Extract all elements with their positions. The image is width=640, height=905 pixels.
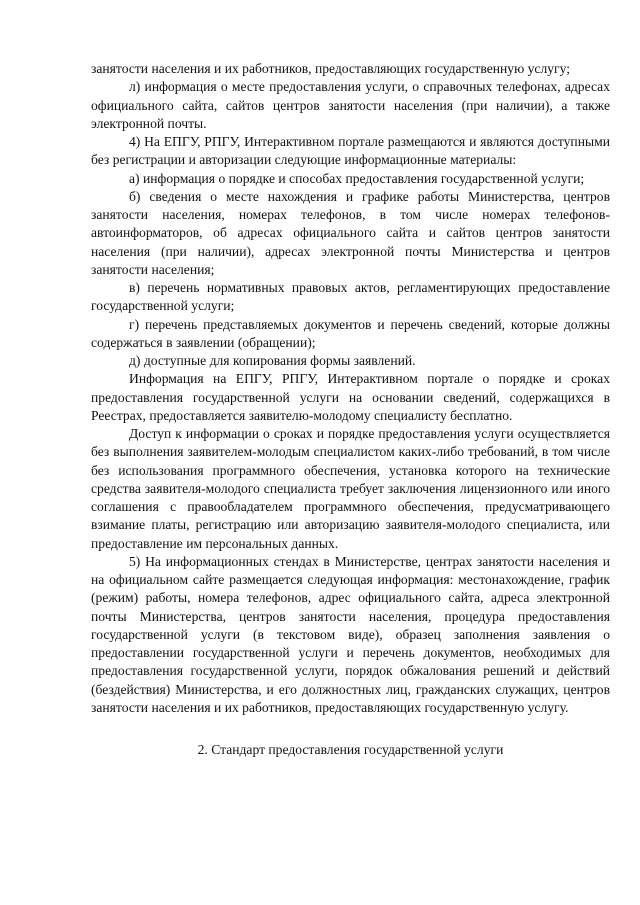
paragraph-8: д) доступные для копирования формы заявлений. — [129, 353, 416, 368]
paragraph-6: в) перечень нормативных правовых актов, регламентирующих предоставление государственной услуги; — [91, 280, 610, 314]
paragraph-5: б) сведения о месте нахождения и графике работы Министерства, центров занятости населения, номерах телефонов, в том числе номерах телефонов-автоинформаторов, об адресах официального сайта и сайтов центров занятости населения (при наличии), адресах электронной почты Министерства и центров занятости населения; — [91, 188, 610, 277]
paragraph-2: л) информация о месте предоставления услуги, о справочных телефонах, адресах официального сайта, сайтов центров занятости населения (при наличии), а также электронной почты. — [91, 79, 610, 131]
paragraph-3: 4) На ЕПГУ, РПГУ, Интерактивном портале размещаются и являются доступными без регистрации и авторизации следующие информационные материалы: — [91, 134, 610, 168]
paragraph-7: г) перечень представляемых документов и перечень сведений, которые должны содержаться в заявлении (обращении); — [91, 316, 610, 350]
section-heading: 2. Стандарт предоставления государственной услуги — [197, 742, 504, 757]
paragraph-1: занятости населения и их работников, предоставляющих государственную услугу; — [91, 61, 571, 76]
paragraph-4: а) информация о порядке и способах предоставления государственной услуги; — [129, 170, 585, 186]
paragraph-11: 5) На информационных стендах в Министерстве, центрах занятости населения и на официальном сайте размещается следующая информация: местонахождение, график (режим) работы, номера телефонов, адрес официального сайта, адреса электронной почты Министерства, центров занятости населения, процедура предоставления государственной услуги (в текстовом виде), образец заполнения заявления о предоставлении государственной услуги и перечень документов, необходимых для предоставления государственной услуги, порядок обжалования решений и действий (бездействия) Министерства, и его должностных лиц, гражданских служащих, центров занятости населения и их работников, предоставляющих государственную услугу. — [91, 553, 610, 715]
paragraph-10: Доступ к информации о сроках и порядке предоставления услуги осуществляется без выполнения заявителем-молодым специалистом каких-либо требований, в том числе без использования программного обеспечения, установка которого на технические средства заявителя-молодого специалиста требует заключения лицензионного или иного соглашения с правообладателем программного обеспечения, предусматривающего взимание платы, регистрацию или авторизацию заявителя-молодого специалиста, или предоставление им персональных данных. — [91, 426, 610, 551]
paragraph-9: Информация на ЕПГУ, РПГУ, Интерактивном портале о порядке и сроках предоставления государственной услуги на основании сведений, содержащихся в Реестрах, предоставляется заявителю-молодому специалисту бесплатно. — [91, 371, 610, 423]
